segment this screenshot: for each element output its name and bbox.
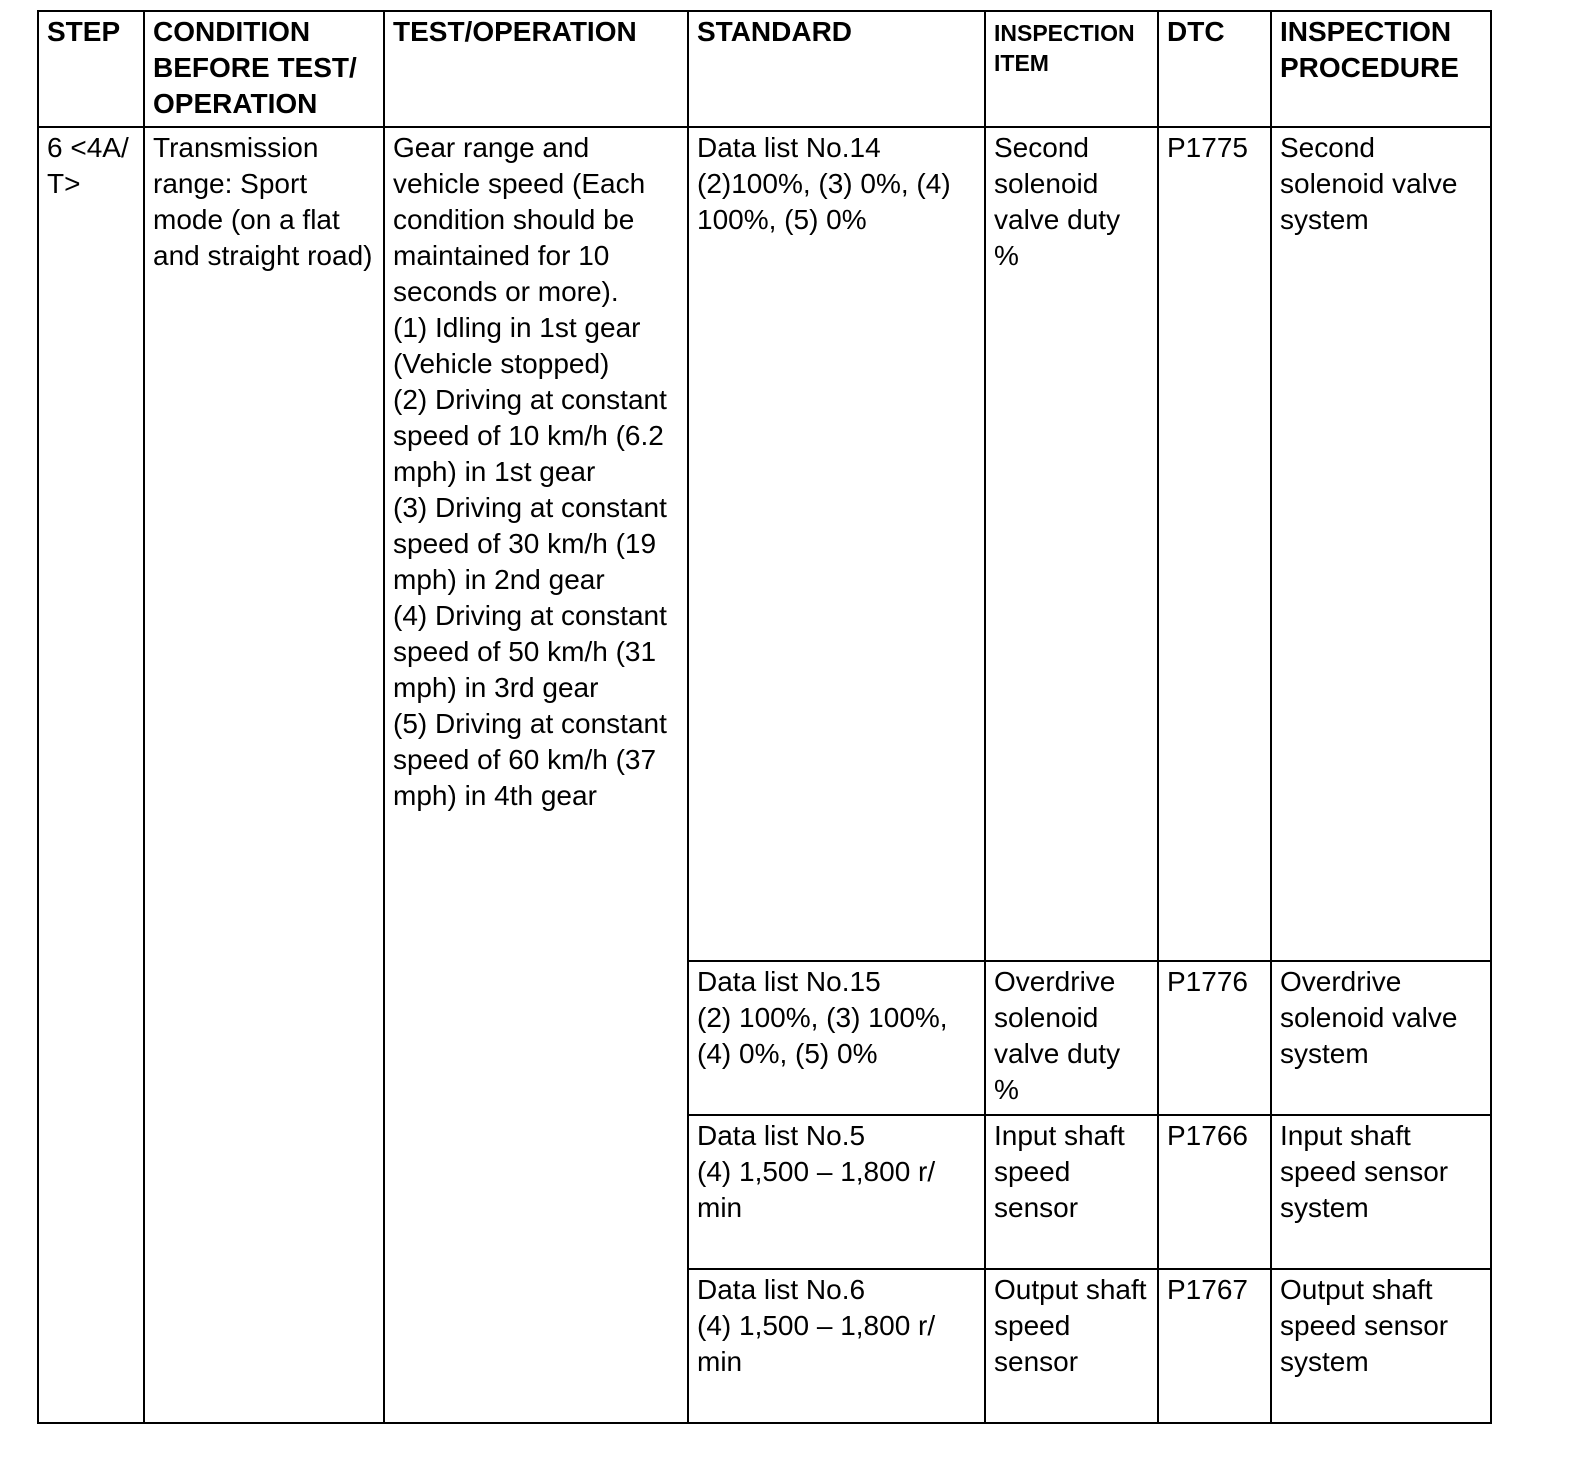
standard-title: Data list No.14 <box>697 132 881 163</box>
header-standard: STANDARD <box>688 11 985 127</box>
procedure-cell: Output shaft speed sensor system <box>1271 1269 1491 1423</box>
standard-title: Data list No.6 <box>697 1274 866 1305</box>
standard-values: (4) 1,500 – 1,800 r/ min <box>697 1156 936 1223</box>
header-inspection-procedure: INSPECTION PROCEDURE <box>1271 11 1491 127</box>
standard-values: (2)100%, (3) 0%, (4) 100%, (5) 0% <box>697 168 951 235</box>
dtc-cell: P1776 <box>1158 961 1271 1115</box>
procedure-cell: Overdrive solenoid valve system <box>1271 961 1491 1115</box>
header-step: STEP <box>38 11 144 127</box>
standard-title: Data list No.5 <box>697 1120 866 1151</box>
header-condition: CONDITION BEFORE TEST/ OPERATION <box>144 11 384 127</box>
standard-cell <box>688 961 985 1115</box>
standard-values: (2) 100%, (3) 100%, (4) 0%, (5) 0% <box>697 1002 948 1069</box>
inspection-item-cell: Overdrive solenoid valve duty % <box>985 961 1158 1115</box>
dtc-cell: P1766 <box>1158 1115 1271 1269</box>
test-operation-item-1: (1) Idling in 1st gear (Vehicle stopped) <box>393 312 641 379</box>
inspection-item-cell: Output shaft speed sensor <box>985 1269 1158 1423</box>
inspection-item-cell: Second solenoid valve duty % <box>985 127 1158 961</box>
standard-cell <box>688 127 985 961</box>
standard-title: Data list No.15 <box>697 966 881 997</box>
test-operation-cell <box>384 127 688 1423</box>
dtc-cell: P1775 <box>1158 127 1271 961</box>
table-row <box>38 127 1491 961</box>
test-operation-item-5: (5) Driving at constant speed of 60 km/h (37 mph) in 4th gear <box>393 708 667 811</box>
header-dtc: DTC <box>1158 11 1271 127</box>
dtc-cell: P1767 <box>1158 1269 1271 1423</box>
procedure-cell: Input shaft speed sensor system <box>1271 1115 1491 1269</box>
standard-values: (4) 1,500 – 1,800 r/ min <box>697 1310 936 1377</box>
inspection-table <box>37 10 1492 1424</box>
step-cell: 6 <4A/ T> <box>38 127 144 1423</box>
test-operation-item-4: (4) Driving at constant speed of 50 km/h (31 mph) in 3rd gear <box>393 600 667 703</box>
test-operation-item-2: (2) Driving at constant speed of 10 km/h (6.2 mph) in 1st gear <box>393 384 667 487</box>
standard-cell <box>688 1269 985 1423</box>
header-row <box>38 11 1491 127</box>
test-operation-intro: Gear range and vehicle speed (Each condition should be maintained for 10 seconds or more). <box>393 132 646 307</box>
inspection-item-cell: Input shaft speed sensor <box>985 1115 1158 1269</box>
test-operation-item-3: (3) Driving at constant speed of 30 km/h (19 mph) in 2nd gear <box>393 492 667 595</box>
condition-cell: Transmission range: Sport mode (on a flat and straight road) <box>144 127 384 1423</box>
header-inspection-item: INSPECTION ITEM <box>985 11 1158 127</box>
header-test-operation: TEST/OPERATION <box>384 11 688 127</box>
standard-cell <box>688 1115 985 1269</box>
procedure-cell: Second solenoid valve system <box>1271 127 1491 961</box>
